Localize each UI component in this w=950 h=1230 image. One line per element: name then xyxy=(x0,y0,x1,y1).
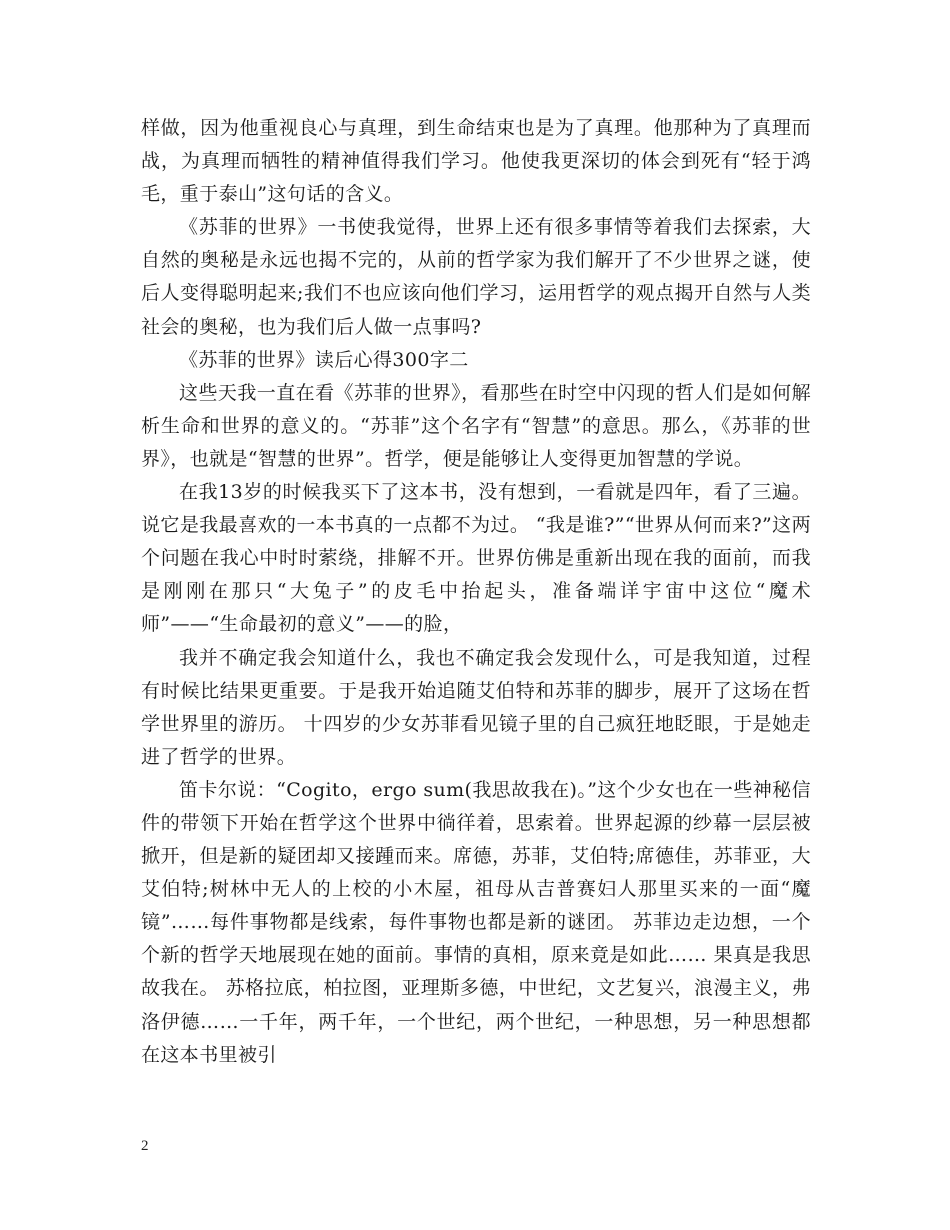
paragraph: 笛卡尔说：“Cogito，ergo sum(我思故我在)。”这个少女也在一些神秘信件的带领下开始在哲学这个世界中徜徉着，思索着。世界起源的纱幕一层层被掀开，但是新的疑团却又接踵而来。席德，苏菲，艾伯特;席德佳，苏菲亚，大艾伯特;树林中无人的上校的小木屋，祖母从吉普赛妇人那里买来的一面“魔镜”……每件事物都是线索，每件事物也都是新的谜团。 苏菲边走边想，一个个新的哲学天地展现在她的面前。事情的真相，原来竟是如此…… 果真是我思故我在。 苏格拉底，柏拉图，亚理斯多德，中世纪，文艺复兴，浪漫主义，弗洛伊德……一千年，两千年，一个世纪，两个世纪，一种思想，另一种思想都在这本书里被引 xyxy=(141,778,811,1066)
page-body xyxy=(141,112,811,1072)
page-number: 2 xyxy=(141,1138,149,1154)
paragraph-continued: 样做，因为他重视良心与真理，到生命结束也是为了真理。他那种为了真理而战，为真理而牺牲的精神值得我们学习。他使我更深切的体会到死有“轻于鸿毛，重于泰山”这句话的含义。 xyxy=(141,117,811,206)
section-heading: 《苏菲的世界》读后心得300字二 xyxy=(179,348,469,371)
paragraph: 我并不确定我会知道什么，我也不确定我会发现什么，可是我知道，过程有时候比结果更重要。于是我开始追随艾伯特和苏菲的脚步，展开了这场在哲学世界里的游历。 十四岁的少女苏菲看见镜子里的自己疯狂地眨眼，于是她走进了哲学的世界。 xyxy=(141,646,811,768)
paragraph: 在我13岁的时候我买下了这本书，没有想到，一看就是四年，看了三遍。说它是我最喜欢的一本书真的一点都不为过。 “我是谁?”“世界从何而来?”这两个问题在我心中时时萦绕，排解不开。世界仿佛是重新出现在我的面前，而我是刚刚在那只“大兔子”的皮毛中抬起头，准备端详宇宙中这位“魔术师”——“生命最初的意义”——的脸， xyxy=(141,481,811,636)
paragraph: 这些天我一直在看《苏菲的世界》，看那些在时空中闪现的哲人们是如何解析生命和世界的意义的。“苏菲”这个名字有“智慧”的意思。那么，《苏菲的世界》，也就是“智慧的世界”。哲学，便是能够让人变得更加智慧的学说。 xyxy=(141,381,811,470)
paragraph: 《苏菲的世界》一书使我觉得，世界上还有很多事情等着我们去探索，大自然的奥秘是永远也揭不完的，从前的哲学家为我们解开了不少世界之谜，使后人变得聪明起来;我们不也应该向他们学习，运用哲学的观点揭开自然与人类社会的奥秘，也为我们后人做一点事吗? xyxy=(141,216,811,338)
